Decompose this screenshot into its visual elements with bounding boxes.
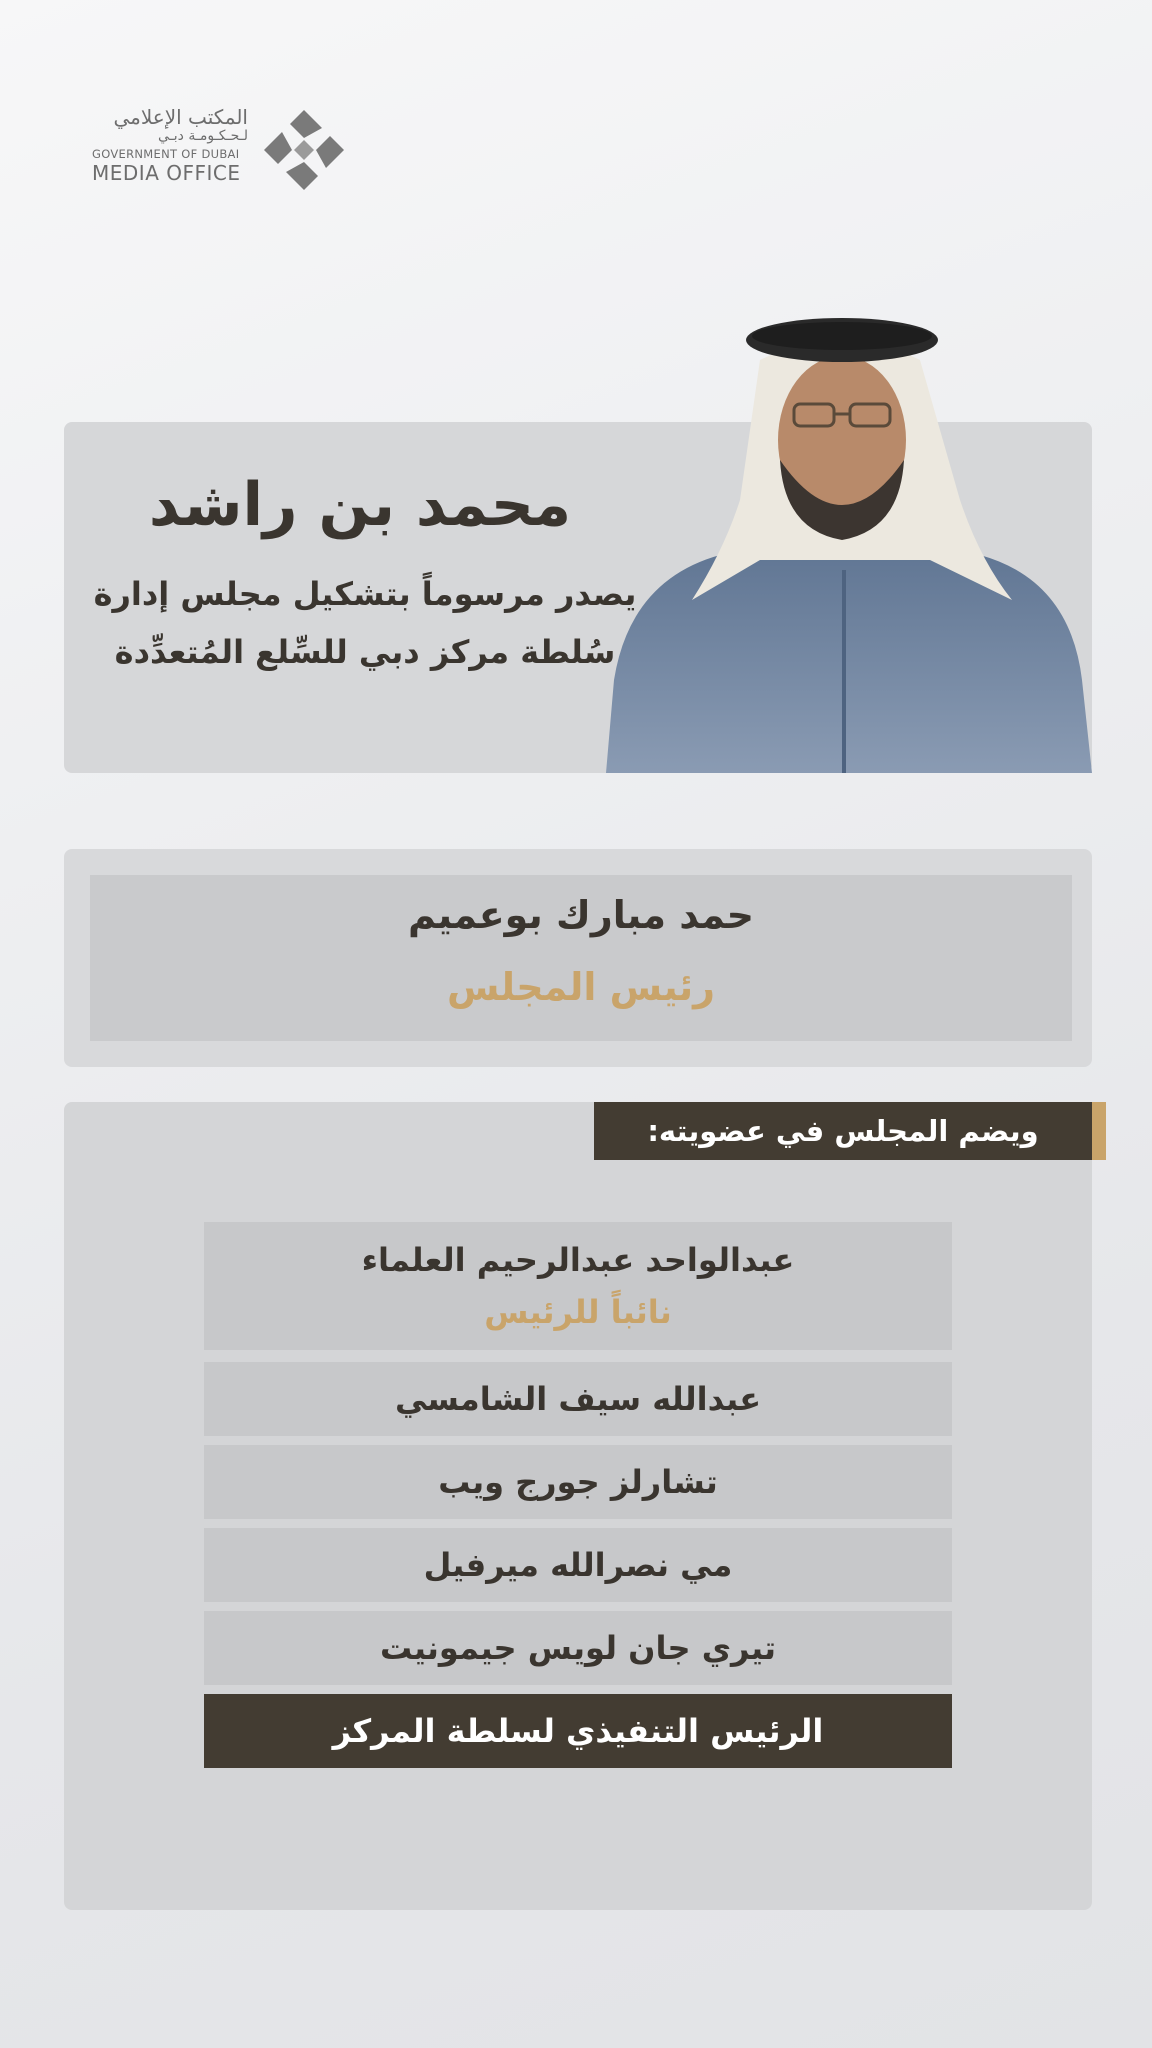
member-role: نائباً للرئيس (484, 1293, 672, 1331)
member-row (204, 1362, 952, 1436)
chairman-name: حمد مبارك بوعميم (407, 893, 755, 937)
member-name: تشارلز جورج ويب (438, 1463, 718, 1501)
header-accent-bar (1092, 1102, 1106, 1160)
logo-arabic-line1: المكتب الإعلامي (113, 105, 248, 129)
member-row (204, 1222, 952, 1350)
member-name: تيري جان لويس جيمونيت (379, 1629, 777, 1667)
logo-arabic-line2: لـحـكـومـة دبـي (157, 128, 248, 144)
member-row (204, 1528, 952, 1602)
members-header: ويضم المجلس في عضويته: (594, 1102, 1092, 1160)
member-row-highlight (204, 1694, 952, 1768)
diamond-logo-icon (262, 108, 346, 192)
hero-subtitle-line1: يصدر مرسوماً بتشكيل مجلس إدارة (93, 575, 637, 613)
member-name: عبدالواحد عبدالرحيم العلماء (361, 1241, 795, 1279)
member-name: عبدالله سيف الشامسي (394, 1380, 762, 1418)
member-row (204, 1611, 952, 1685)
logo-english-line2: MEDIA OFFICE (92, 161, 241, 185)
hero-subtitle (90, 565, 640, 681)
media-office-logo (92, 106, 352, 192)
logo-english-line1: GOVERNMENT OF DUBAI (92, 147, 240, 161)
member-name: مي نصرالله ميرفيل (423, 1546, 733, 1584)
portrait-image (600, 300, 1092, 773)
hero-title: محمد بن راشد (148, 470, 572, 540)
member-name: الرئيس التنفيذي لسلطة المركز (332, 1712, 824, 1750)
member-row (204, 1445, 952, 1519)
hero-subtitle-line2: سُلطة مركز دبي للسِّلع المُتعدِّدة (114, 633, 616, 671)
chairman-role: رئيس المجلس (447, 965, 715, 1009)
